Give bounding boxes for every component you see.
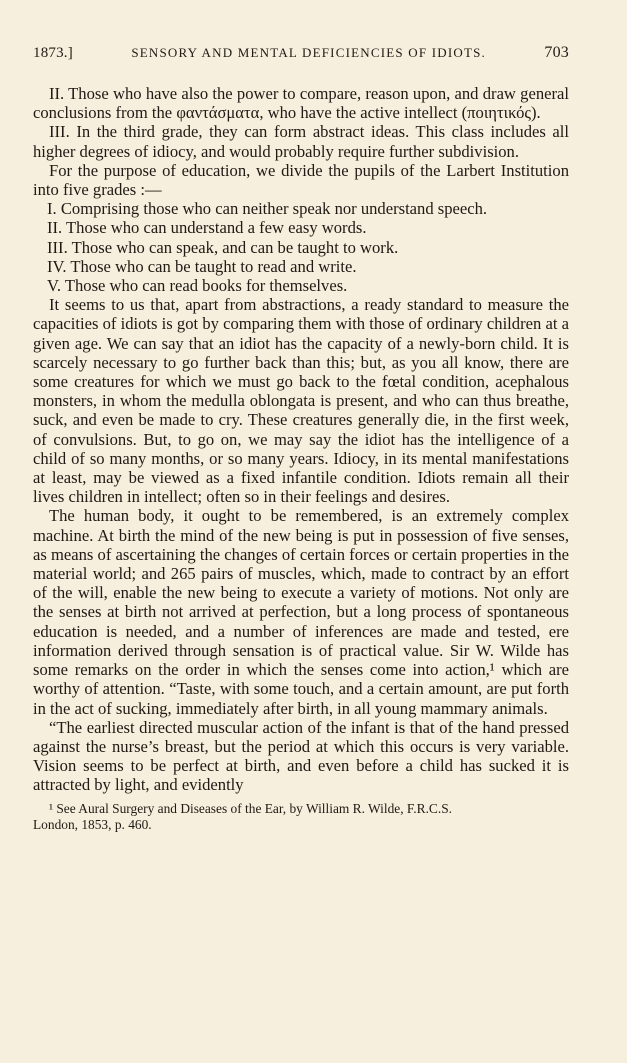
page-number: 703: [544, 44, 569, 61]
list-item-grade-3: III. Those who can speak, and can be taught to work.: [47, 237, 399, 257]
footnote-line-1: ¹ See Aural Surgery and Diseases of the Ear, by William R. Wilde, F.R.C.S.: [49, 800, 452, 816]
paragraph-standard: It seems to us that, apart from abstractions, a ready standard to measure the capacities of idiots is got by comparing them with those of ordinary children at a given age. We can say that an idiot has the capacity of a newly-born child. It is scarcely necessary to go further back than this; but, as you all know, there are some creatures for which we must go back to the fœtal condition, acephalous monsters, in whom the medulla oblongata is present, and who can thus breathe, suck, and even be made to cry. These creatures generally die, in the first week, of convulsions. But, to go on, we may say the idiot has the intelligence of a child of so many months, or so many years. Idiocy, in its mental manifestations at least, may be viewed as a fixed infantile condition. Idiots remain all their lives children in intellect; often so in their feelings and desires.: [33, 295, 569, 507]
running-title: SENSORY AND MENTAL DEFICIENCIES OF IDIOTS.: [131, 45, 486, 60]
footnote: [33, 801, 569, 833]
list-item-grade-1: I. Comprising those who can neither speak nor understand speech.: [47, 199, 488, 219]
list-item-grade-5: V. Those who can read books for themselves.: [47, 276, 348, 296]
list-item-grade-4: IV. Those who can be taught to read and write.: [47, 256, 357, 276]
page-header: [33, 44, 569, 62]
paragraph-human-body: The human body, it ought to be remembered, is an extremely complex machine. At birth the mind of the new being is put in possession of five senses, as means of ascertaining the changes of certain forces or certain properties in the material world; and 265 pairs of muscles, which, made to contract by an effort of the will, enable the new being to execute a variety of motions. Not only are the senses at birth not arrived at perfection, but a long process of spontaneous education is needed, and a number of inferences are made and tested, ere information derived through sensation is of practical value. Sir W. Wilde has some remarks on the order in which the senses come into action,¹ which are worthy of attention. “Taste, with some touch, and a certain amount, are put forth in the act of sucking, immediately after birth, in all young mammary animals.: [33, 506, 569, 718]
body-text: [33, 84, 569, 795]
paragraph-grade-iii: III. In the third grade, they can form abstract ideas. This class includes all higher degrees of idiocy, and would probably require further subdivision.: [33, 122, 569, 161]
paragraph-grade-ii: II. Those who have also the power to compare, reason upon, and draw general conclusions from the φαντάσματα, who have the active intellect (ποιητικός).: [33, 84, 569, 123]
list-item-grade-2: II. Those who can understand a few easy words.: [47, 218, 367, 238]
header-year: 1873.]: [33, 45, 73, 61]
paragraph-education: For the purpose of education, we divide the pupils of the Larbert Institution into five grades :—: [33, 160, 569, 200]
paragraph-muscular-action: “The earliest directed muscular action of the infant is that of the hand pressed against the nurse’s breast, but the period at which this occurs is very variable. Vision seems to be perfect at birth, and even before a child has sucked it is attracted by light, and evidently: [33, 717, 569, 795]
footnote-line-2: London, 1853, p. 460.: [33, 816, 152, 832]
